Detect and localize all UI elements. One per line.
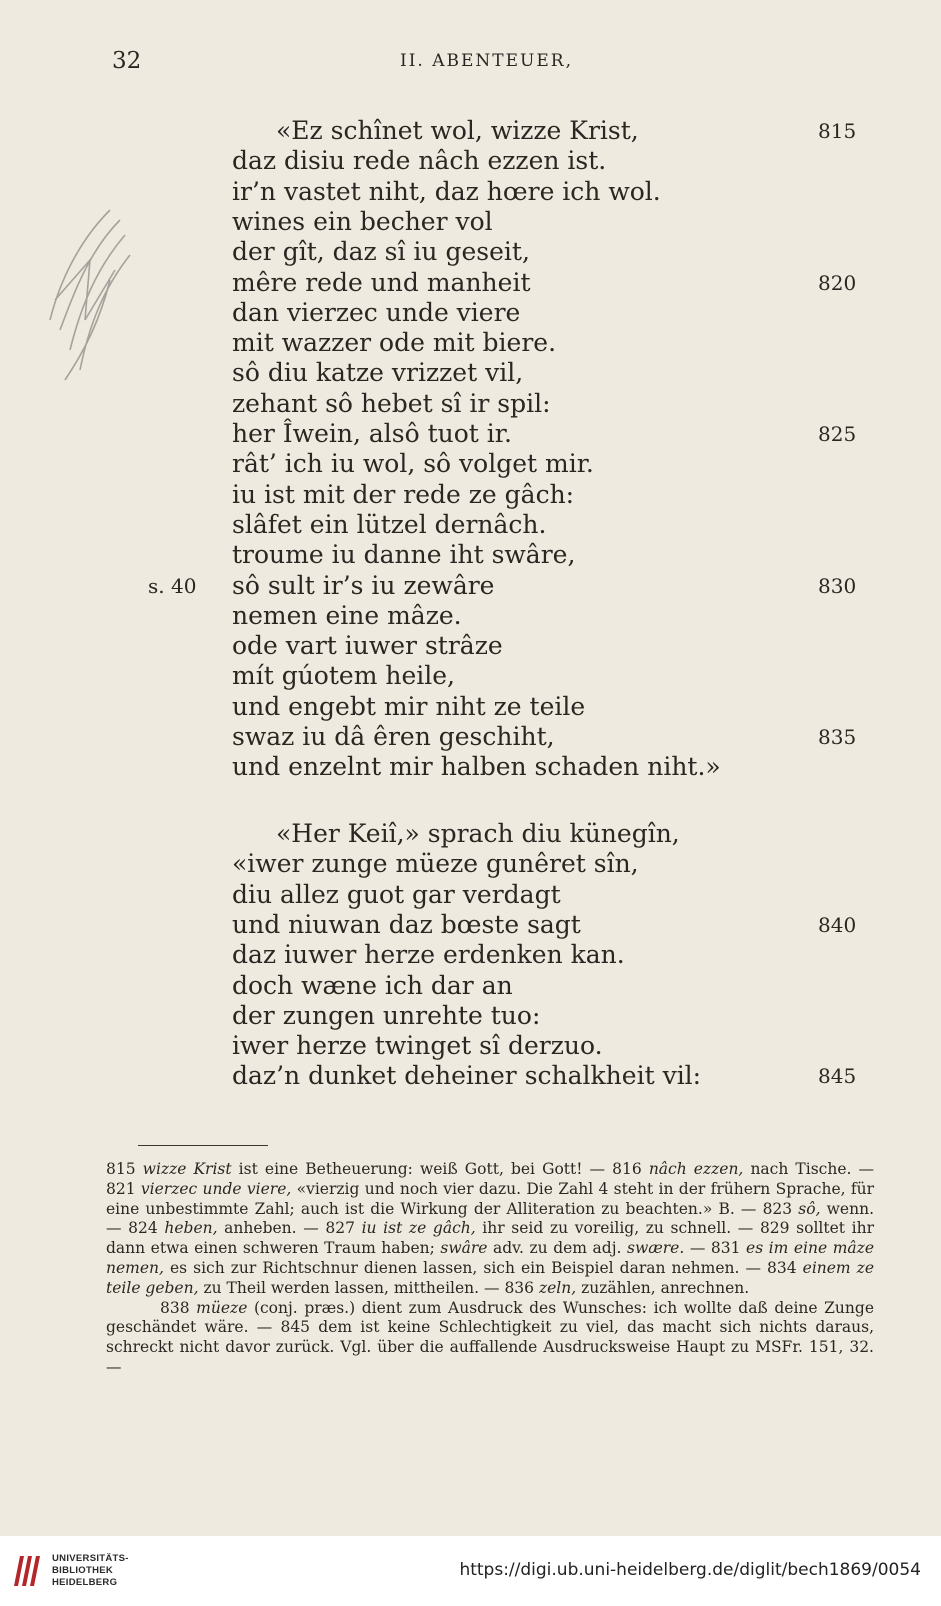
footnote-lemma: swâre xyxy=(440,1239,488,1258)
footnotes xyxy=(106,1160,874,1378)
verse-line: doch wæne ich dar an xyxy=(232,970,513,1000)
footnote-lemma: swære. xyxy=(626,1239,685,1258)
line-number: 820 xyxy=(818,270,857,295)
footnote-lemma: heben, xyxy=(164,1219,218,1238)
page-number: 32 xyxy=(112,48,142,74)
footnote-text: «vierzig und noch vier dazu. Die Zahl 4 steht in der frühern Sprache, für eine unbestimmte Zahl; auch ist die Wirkung der Alliteration zu beachten.» B. — 823 xyxy=(106,1179,874,1218)
logo-line: HEIDELBERG xyxy=(52,1577,118,1588)
footnote-lemma: wizze Krist xyxy=(142,1160,232,1178)
pencil-scribble-icon xyxy=(30,200,140,400)
verse-line: mít gúotem heile, xyxy=(232,661,455,691)
logo-line: BIBLIOTHEK xyxy=(52,1565,114,1576)
footnote-lemma: vierzec unde viere, xyxy=(140,1179,292,1198)
source-link[interactable]: https://digi.ub.uni-heidelberg.de/diglit/bech1869/0054 xyxy=(459,1560,921,1580)
footnote-lemma: nâch ezzen, xyxy=(648,1160,744,1178)
source-page-reference: s. 40 xyxy=(148,573,197,598)
logo-line: UNIVERSITÄTS- xyxy=(52,1553,129,1564)
footnote-text: adv. zu dem adj. xyxy=(487,1239,627,1258)
verse-line: ode vart iuwer strâze xyxy=(232,631,503,661)
line-number: 835 xyxy=(818,725,857,749)
verse-line: swaz iu dâ êren geschiht, xyxy=(232,722,555,751)
footer-bar xyxy=(0,1536,941,1606)
verse-line: «Ez schînet wol, wizze Krist, xyxy=(276,116,639,145)
footnote-text: ist eine Betheuerung: weiß Gott, bei Gott! — 816 xyxy=(231,1160,649,1178)
verse-line: diu allez guot gar verdagt xyxy=(232,879,561,909)
footnote-text: 815 xyxy=(106,1160,143,1178)
footnote-text: zuzählen, anrechnen. xyxy=(576,1278,750,1297)
line-number: 830 xyxy=(818,573,857,598)
line-number: 825 xyxy=(818,422,857,446)
verse-line: mit wazzer ode mit biere. xyxy=(232,328,557,358)
verse-line: her Îwein, alsô tuot ir. xyxy=(232,419,512,448)
verse-line: daz disiu rede nâch ezzen ist. xyxy=(232,146,607,176)
footnote-lemma: müeze xyxy=(196,1298,248,1317)
chapter-title: II. ABENTEUER, xyxy=(400,51,573,71)
footnote-text: wenn. — 824 xyxy=(106,1199,874,1238)
line-number: 845 xyxy=(818,1064,857,1089)
footnote-text: nach Tische. — 821 xyxy=(106,1160,875,1198)
footnote-lemma: sô, xyxy=(798,1199,821,1218)
footnote-text: (conj. præs.) dient zum Ausdruck des Wunsches: ich wollte daß deine Zunge geschändet wäre. — 845 dem ist keine Schlechtigkeit zu viel, das macht sich nichts daraus, schreckt nicht davor zurück. Vgl. über die auffallende Ausdrucksweise Haupt zu MSFr. 151, 32. — xyxy=(106,1298,874,1376)
verse-line: sô diu katze vrizzet vil, xyxy=(232,358,524,388)
footnote-text: — 831 xyxy=(684,1239,747,1258)
verse-line: troume iu danne iht swâre, xyxy=(232,540,576,570)
verse-line: iu ist mit der rede ze gâch: xyxy=(232,479,575,509)
verse-line: mêre rede und manheit xyxy=(232,267,531,297)
footnote-paragraph-2 xyxy=(106,1299,874,1378)
running-head xyxy=(112,48,851,88)
footnote-text: anheben. — 827 xyxy=(217,1219,362,1238)
footnote-text: es sich zur Richtschnur dienen lassen, sich ein Beispiel daran nehmen. — 834 xyxy=(163,1258,803,1277)
footnote-lemma: es im eine mâze nemen, xyxy=(106,1239,874,1277)
footnote-lemma: zeln, xyxy=(538,1278,577,1297)
line-number: 840 xyxy=(818,912,857,937)
verse-line: ir’n vastet niht, daz hœre ich wol. xyxy=(232,176,661,206)
verse-line: nemen eine mâze. xyxy=(232,600,462,630)
verse-line: sô sult ir’s iu zewâre xyxy=(232,570,495,600)
verse-line: iwer herze twinget sî derzuo. xyxy=(232,1031,603,1061)
verse-line: und niuwan daz bœste sagt xyxy=(232,909,581,939)
footnote-text: 838 xyxy=(160,1298,197,1317)
verse-line: «Her Keiî,» sprach diu künegîn, xyxy=(276,819,680,848)
footnote-paragraph-1 xyxy=(106,1160,874,1299)
verse-line: slâfet ein lützel dernâch. xyxy=(232,509,547,539)
library-logo-text xyxy=(52,1553,129,1589)
footnote-text: zu Theil werden lassen, mittheilen. — 836 xyxy=(198,1278,539,1297)
verse-line: zehant sô hebet sî ir spil: xyxy=(232,388,551,418)
footnote-lemma: einem ze teile geben, xyxy=(106,1258,875,1297)
verse-line: der gît, daz sî iu geseit, xyxy=(232,237,530,267)
line-number: 815 xyxy=(818,119,857,143)
footnote-text: ihr seid zu voreilig, zu schnell. — 829 solltet ihr dann etwa einen schweren Traum haben; xyxy=(106,1219,874,1258)
verse-line: daz iuwer herze erdenken kan. xyxy=(232,940,625,970)
footnote-lemma: iu ist ze gâch, xyxy=(361,1219,476,1238)
footnote-rule xyxy=(138,1145,268,1146)
verse-line: wines ein becher vol xyxy=(232,206,493,236)
verse-line: daz’n dunket deheiner schalkheit vil: xyxy=(232,1061,702,1091)
library-logo-icon xyxy=(10,1550,46,1590)
verse-line: «iwer zunge müeze gunêret sîn, xyxy=(232,849,639,879)
verse-line: rât’ ich iu wol, sô volget mir. xyxy=(232,449,594,479)
verse-line: der zungen unrehte tuo: xyxy=(232,1000,541,1030)
verse-line: und enzelnt mir halben schaden niht.» xyxy=(232,752,721,782)
verse-line: und engebt mir niht ze teile xyxy=(232,691,586,721)
verse-line: dan vierzec unde viere xyxy=(232,297,521,327)
